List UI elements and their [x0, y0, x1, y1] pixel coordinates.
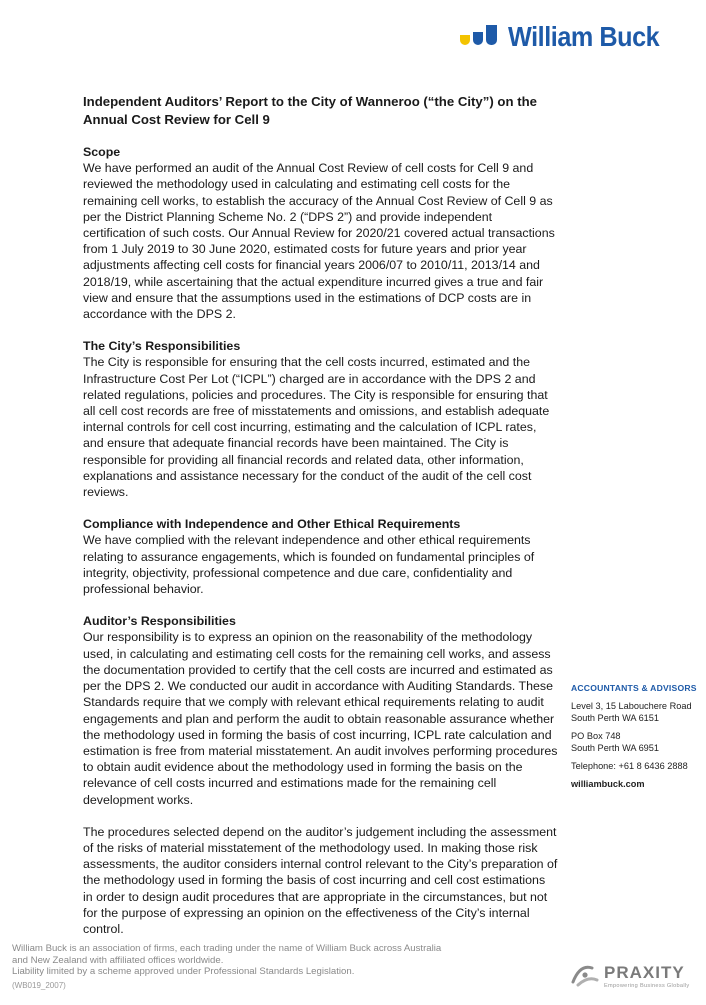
section-paragraph: We have complied with the relevant independence and other ethical requirements relating to assurance engagements, which is founded on fundamental principles of integrity, objectivity, professional competence and due care, confidentiality and professional behavior. [83, 533, 535, 597]
praxity-wordmark: PRAXITY [604, 963, 685, 982]
postal-address [571, 730, 701, 754]
section-heading-city-responsibilities: The City’s Responsibilities [83, 339, 241, 354]
report-body [83, 93, 558, 937]
footer-code: (WB019_2007) [12, 980, 66, 990]
street-address [571, 700, 701, 724]
section-scope [83, 144, 558, 322]
praxity-logo [570, 962, 698, 992]
footer-line: and New Zealand with affiliated offices worldwide. [12, 954, 224, 966]
william-buck-logo [460, 22, 696, 52]
section-paragraph: The procedures selected depend on the auditor’s judgement including the assessment of the risks of material misstatement of the methodology used. In making those risk assessments, the auditor considers internal control relevant to the City’s preparation of the methodology used in forming the basis of cost incurring and cell cost estimations in order to design audit procedures that are appropriate in the circumstances, but not for the purpose of expressing an opinion on the effectiveness of the City’s internal control. [83, 824, 558, 936]
footer-line: Liability limited by a scheme approved under Professional Standards Legislation. [12, 966, 355, 978]
section-heading-independence: Compliance with Independence and Other Ethical Requirements [83, 517, 461, 532]
section-heading-scope: Scope [83, 145, 121, 159]
section-paragraph: We have performed an audit of the Annual Cost Review of cell costs for Cell 9 and reviewed the methodology used in calculating and estimating cell costs for the remaining cell works, to establish the accuracy of the Annual Cost Review of Cell 9 as per the District Planning Scheme No. 2 (“DPS 2”) and provide independent certification of such costs. Our Annual Review for 2020/21 covered actual transactions from 1 July 2019 to 30 June 2020, estimated costs for future years and prior year adjustments affecting cell costs for financial years 2006/07 to 2010/11, 2013/14 and 2018/19, while ascertaining that the actual expenditure incurred gives a true and fair view and ensure that the assumptions used in the estimations of DCP costs are in accordance with the DPS 2. [83, 161, 555, 322]
william-buck-wordmark: William Buck [508, 21, 660, 52]
footer [12, 943, 532, 991]
section-paragraph: The City is responsible for ensuring that the cell costs incurred, estimated and the Infrastructure Cost Per Lot (“ICPL”) charged are in accordance with the DPS 2 and related regulations, policies and procedures. The City is responsible for ensuring that all cell cost records are free of misstatements and omissions, and establish adequate internal controls for cell cost incurring, estimating and the calculation of ICPL rates, and ensure that adequate financial records have been maintained. The City is responsible for providing all financial records and related data, other information, explanations and assistance necessary for the conduct of the audit of the cell cost reviews. [83, 355, 550, 500]
address-line: Level 3, 15 Labouchere Road [571, 701, 692, 711]
section-paragraph: Our responsibility is to express an opinion on the reasonability of the methodology used, in calculating and estimating cell costs for the remaining cell works, and assess the documentation provided to certify that the cell costs are incurred and estimated as per the DPS 2. We conducted our audit in accordance with Auditing Standards. These Standards require that we comply with relevant ethical requirements relating to audit engagements and plan and perform the audit to obtain reasonable assurance whether the methodology used in forming the basis of cost incurring, ICPL rate calculation and estimation is free from material misstatement. An audit involves performing procedures to obtain audit evidence about the methodology used in forming the basis on the relevance of cell costs incurred and estimations made for the remaining cell development works. [83, 630, 558, 807]
sidebar-heading: ACCOUNTANTS & ADVISORS [571, 683, 697, 693]
praxity-mark-icon [570, 962, 600, 988]
po-line: South Perth WA 6951 [571, 743, 660, 753]
report-title: Independent Auditors’ Report to the City of Wanneroo (“the City”) on the Annual Cost Review for Cell 9 [83, 94, 537, 127]
contact-sidebar [571, 682, 701, 790]
section-city-responsibilities [83, 338, 558, 500]
footer-line: William Buck is an association of firms, each trading under the name of William Buck across Australia [12, 943, 442, 954]
section-independence [83, 516, 558, 597]
william-buck-logo-mark-icon [460, 23, 508, 51]
website-link[interactable]: williambuck.com [571, 779, 645, 789]
address-line: South Perth WA 6151 [571, 713, 660, 723]
telephone: Telephone: +61 8 6436 2888 [571, 761, 688, 771]
po-line: PO Box 748 [571, 731, 621, 741]
section-auditor-responsibilities [83, 613, 558, 937]
section-heading-auditor-responsibilities: Auditor’s Responsibilities [83, 614, 236, 629]
praxity-tagline: Empowering Business Globally [604, 983, 690, 989]
